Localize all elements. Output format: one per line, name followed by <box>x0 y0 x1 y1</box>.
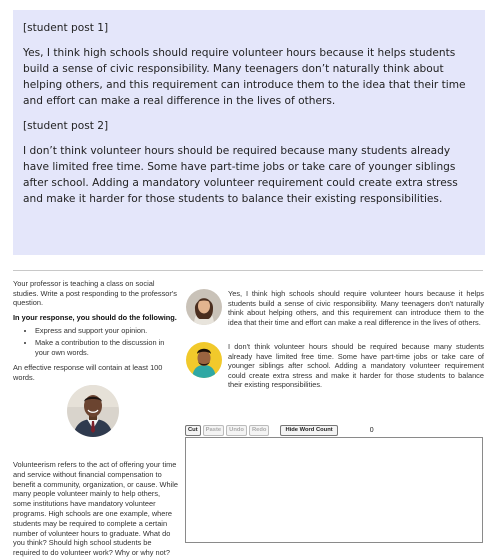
professor-prompt: Volunteerism refers to the act of offering your time and service without financial compensation to benefit a community, organization, or cause. While many people volunteer mainly to help others, some institutions have mandatory volunteer programs. High schools are one example, where students may be required to complete a certain number of volunteer hours to graduate. What do you think? Should high school students be required to do volunteer work? Why or why not? <box>13 460 179 558</box>
student-posts-panel <box>13 10 485 255</box>
paste-button[interactable]: Paste <box>203 425 224 436</box>
divider <box>13 270 483 271</box>
redo-button[interactable]: Redo <box>249 425 270 436</box>
post2-text: I don’t think volunteer hours should be required because many students already have limited free time. Some have part-time jobs or take care of younger siblings after school. Adding a mandatory volunteer requirement could create extra stress and make it harder for those students to balance their existing responsibilities. <box>23 145 458 205</box>
cut-button[interactable]: Cut <box>185 425 201 436</box>
post1-text: Yes, I think high schools should require volunteer hours because it helps students build a sense of civic responsibility. Many teenagers don’t naturally think about helping others, and this requirement can introduce them to the idea that their time and effort can make a real difference in the lives of others. <box>23 47 466 107</box>
word-count: 0 <box>369 426 374 434</box>
hide-word-count-button[interactable]: Hide Word Count <box>280 425 337 436</box>
instructions-list <box>13 326 179 357</box>
editor-toolbar <box>185 424 374 436</box>
instructions <box>13 279 179 387</box>
post1-tag: [student post 1] <box>23 22 109 34</box>
student-post-1-text: Yes, I think high schools should require volunteer hours because it helps students build a sense of civic responsibility. Many teenagers don't naturally think about helping others, and this requirement can introduce them to the idea that their time and effort can make a real difference in the lives of others. <box>228 289 484 327</box>
post2-tag: [student post 2] <box>23 120 109 132</box>
instruction-bullet: • Express and support your opinion. <box>35 326 179 336</box>
instructions-heading: In your response, you should do the following. <box>13 312 177 322</box>
instruction-bullet: • Make a contribution to the discussion in your own words. <box>35 338 179 357</box>
length-note: An effective response will contain at least 100 words. <box>13 363 163 382</box>
student-1-avatar <box>186 289 222 325</box>
response-textarea[interactable] <box>185 437 483 543</box>
undo-button[interactable]: Undo <box>226 425 247 436</box>
student-post-2-text: I don't think volunteer hours should be required because many students already have limited free time. Some have part-time jobs or take care of younger siblings after school. Adding a mandatory volunteer requirement could create extra stress and make it harder for those students to balance their existing responsibilities. <box>228 342 484 390</box>
student-2-avatar <box>186 342 222 378</box>
professor-avatar <box>67 385 119 437</box>
instructions-intro: Your professor is teaching a class on social studies. Write a post responding to the professor's question. <box>13 279 177 308</box>
